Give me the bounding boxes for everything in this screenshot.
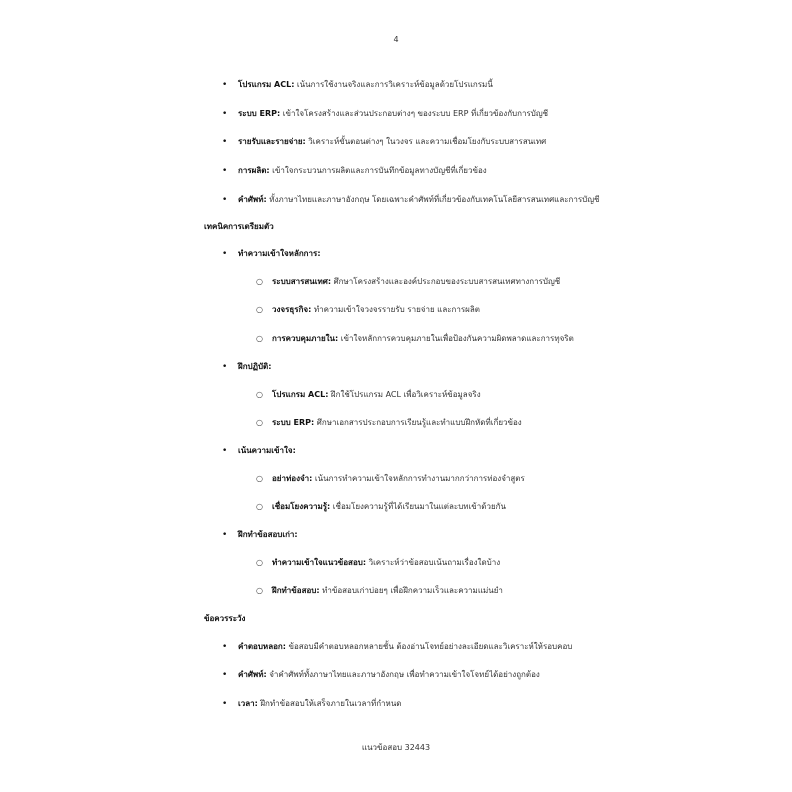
list-item [222, 136, 546, 148]
list-item [222, 194, 599, 206]
item-description: เข้าใจหลักการควบคุมภายในเพื่อป้องกันความผิดพลาดและการทุจริต [338, 334, 574, 343]
item-term: คำตอบหลอก: [238, 642, 286, 651]
circle-bullet-icon: ○ [256, 334, 263, 343]
item-description: ศึกษาเอกสารประกอบการเรียนรู้และทำแบบฝึกหัดที่เกี่ยวข้อง [314, 418, 522, 427]
item-term: เชื่อมโยงความรู้: [272, 502, 331, 511]
section-heading-caution: ข้อควรระวัง [204, 614, 246, 623]
item-description: วิเคราะห์ขั้นตอนต่างๆ ในวงจร และความเชื่อมโยงกับระบบสารสนเทศ [305, 137, 547, 146]
item-term: โปรแกรม ACL: [272, 390, 329, 399]
bullet-icon: • [222, 137, 228, 147]
list-item [222, 641, 572, 653]
page-number: 4 [393, 35, 399, 44]
circle-bullet-icon: ○ [256, 558, 263, 567]
list-item [222, 445, 296, 457]
list-item [222, 669, 540, 681]
item-description: จำคำศัพท์ทั้งภาษาไทยและภาษาอังกฤษ เพื่อทำความเข้าใจโจทย์ได้อย่างถูกต้อง [266, 670, 540, 679]
item-term: โปรแกรม ACL: [238, 80, 295, 89]
bullet-icon: • [222, 362, 228, 372]
item-description: ฝึกใช้โปรแกรม ACL เพื่อวิเคราะห์ข้อมูลจริง [328, 390, 481, 399]
circle-bullet-icon: ○ [256, 418, 263, 427]
item-description: เน้นการใช้งานจริงและการวิเคราะห์ข้อมูลด้วยโปรแกรมนี้ [294, 80, 493, 89]
circle-bullet-icon: ○ [256, 390, 263, 399]
item-term: รายรับและรายจ่าย: [238, 137, 306, 146]
sub-list-item [256, 333, 574, 345]
item-term: วงจรธุรกิจ: [272, 305, 312, 314]
list-item [222, 165, 487, 177]
bullet-icon: • [222, 670, 228, 680]
item-description: วิเคราะห์ว่าข้อสอบเน้นถามเรื่องใดบ้าง [366, 558, 501, 567]
circle-bullet-icon: ○ [256, 586, 263, 595]
item-description: ทำข้อสอบเก่าบ่อยๆ เพื่อฝึกความเร็วและความแม่นยำ [319, 586, 503, 595]
item-term: ระบบสารสนเทศ: [272, 277, 332, 286]
bullet-icon: • [222, 530, 228, 540]
group-title: ฝึกทำข้อสอบเก่า: [238, 530, 298, 539]
item-description: ทั้งภาษาไทยและภาษาอังกฤษ โดยเฉพาะคำศัพท์ที่เกี่ยวข้องกับเทคโนโลยีสารสนเทศและการบัญชี [266, 195, 600, 204]
bullet-icon: • [222, 80, 228, 90]
list-item [222, 361, 271, 373]
item-term: เวลา: [238, 699, 258, 708]
item-description: ฝึกทำข้อสอบให้เสร็จภายในเวลาที่กำหนด [257, 699, 402, 708]
circle-bullet-icon: ○ [256, 305, 263, 314]
bullet-icon: • [222, 642, 228, 652]
circle-bullet-icon: ○ [256, 474, 263, 483]
sub-list-item [256, 585, 503, 597]
sub-list-item [256, 473, 525, 485]
sub-list-item [256, 304, 480, 316]
bullet-icon: • [222, 195, 228, 205]
item-description: ข้อสอบมีคำตอบหลอกหลายชั้น ต้องอ่านโจทย์อย่างละเอียดและวิเคราะห์ให้รอบคอบ [285, 642, 573, 651]
list-item [222, 79, 493, 91]
item-description: เชื่อมโยงความรู้ที่ได้เรียนมาในแต่ละบทเข้าด้วยกัน [330, 502, 506, 511]
group-title: เน้นความเข้าใจ: [238, 446, 296, 455]
sub-list-item [256, 389, 481, 401]
section-heading-preparation: เทคนิคการเตรียมตัว [204, 222, 274, 231]
bullet-icon: • [222, 166, 228, 176]
item-description: เน้นการทำความเข้าใจหลักการทำงานมากกว่าการท่องจำสูตร [312, 474, 525, 483]
item-description: ศึกษาโครงสร้างและองค์ประกอบของระบบสารสนเทศทางการบัญชี [331, 277, 561, 286]
item-term: อย่าท่องจำ: [272, 474, 313, 483]
list-item [222, 529, 298, 541]
item-term: การควบคุมภายใน: [272, 334, 339, 343]
item-description: เข้าใจกระบวนการผลิตและการบันทึกข้อมูลทางบัญชีที่เกี่ยวข้อง [269, 166, 487, 175]
item-description: เข้าใจโครงสร้างและส่วนประกอบต่างๆ ของระบบ ERP ที่เกี่ยวข้องกับการบัญชี [280, 109, 549, 118]
group-title: ทำความเข้าใจหลักการ: [238, 249, 321, 258]
list-item [222, 108, 548, 120]
page-footer: แนวข้อสอบ 32443 [361, 743, 431, 752]
item-term: ระบบ ERP: [272, 418, 315, 427]
sub-list-item [256, 417, 522, 429]
item-term: ทำความเข้าใจแนวข้อสอบ: [272, 558, 367, 567]
sub-list-item [256, 501, 506, 513]
circle-bullet-icon: ○ [256, 277, 263, 286]
list-item [222, 698, 401, 710]
sub-list-item [256, 557, 500, 569]
bullet-icon: • [222, 699, 228, 709]
bullet-icon: • [222, 249, 228, 259]
bullet-icon: • [222, 109, 228, 119]
item-term: คำศัพท์: [238, 670, 267, 679]
bullet-icon: • [222, 446, 228, 456]
item-term: คำศัพท์: [238, 195, 267, 204]
circle-bullet-icon: ○ [256, 502, 263, 511]
sub-list-item [256, 276, 560, 288]
item-term: ระบบ ERP: [238, 109, 281, 118]
item-term: ฝึกทำข้อสอบ: [272, 586, 320, 595]
item-description: ทำความเข้าใจวงจรรายรับ รายจ่าย และการผลิต [311, 305, 480, 314]
list-item [222, 248, 321, 260]
item-term: การผลิต: [238, 166, 270, 175]
group-title: ฝึกปฏิบัติ: [238, 362, 272, 371]
